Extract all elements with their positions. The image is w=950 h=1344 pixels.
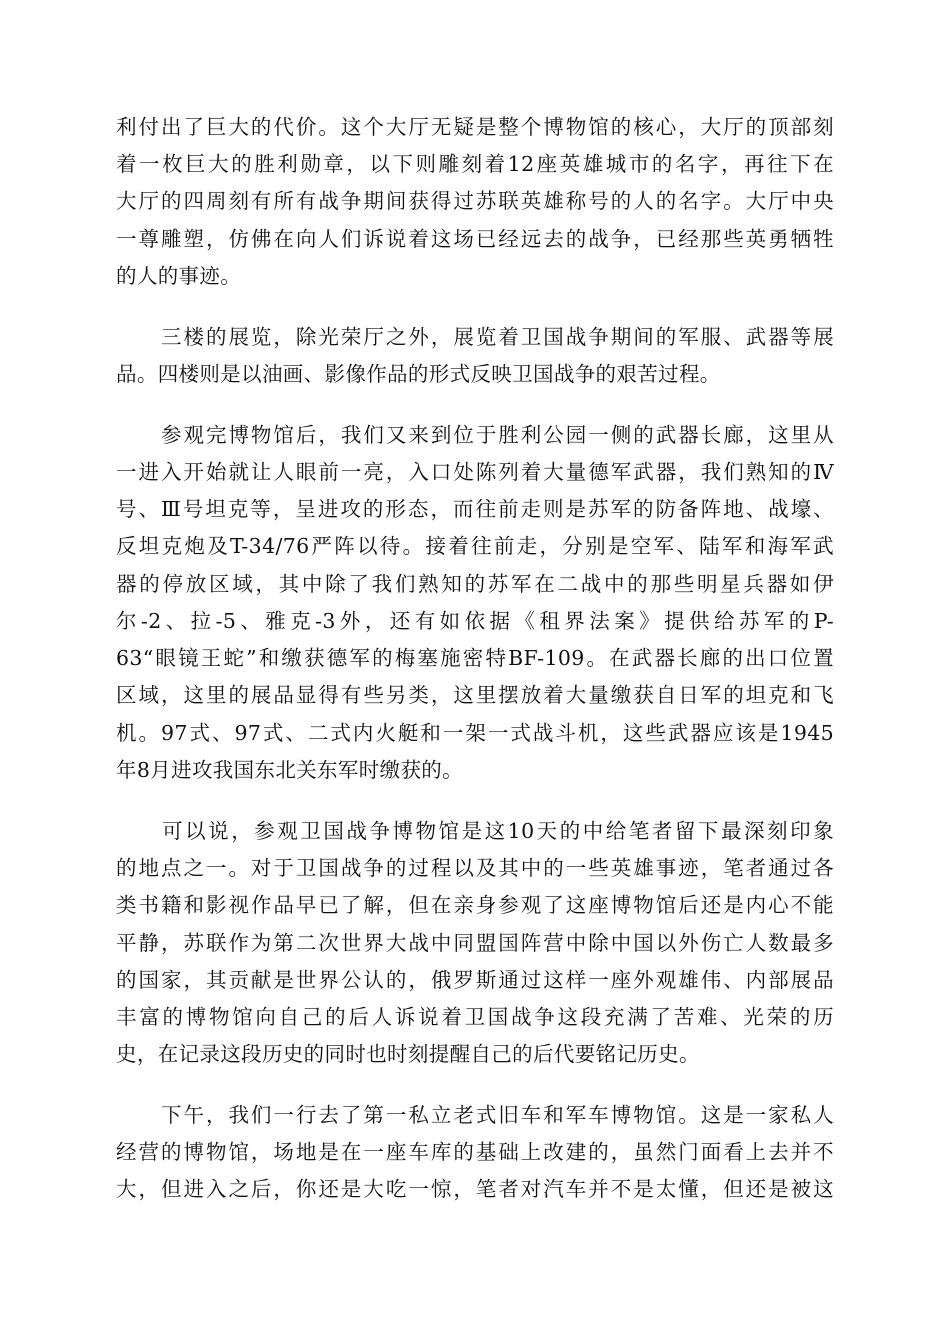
text-line: 品。四楼则是以油画、影像作品的形式反映卫国战争的艰苦过程。 xyxy=(116,362,721,386)
text-line: 三楼的展览，除光荣厅之外，展览着卫国战争期间的军服、武器等展 xyxy=(116,325,834,349)
text-line: 丰富的博物馆向自己的后人诉说着卫国战争这段充满了苦难、光荣的历 xyxy=(116,1005,834,1029)
text-line: 的人的事迹。 xyxy=(116,264,242,288)
text-line: 反坦克炮及T-34/76严阵以待。接着往前走，分别是空军、陆军和海军武 xyxy=(116,534,834,558)
text-line: 大，但进入之后，你还是大吃一惊，笔者对汽车并不是太懂，但还是被这 xyxy=(116,1177,834,1201)
text-line: 的国家，其贡献是世界公认的，俄罗斯通过这样一座外观雄伟、内部展品 xyxy=(116,968,834,992)
text-line: 号、Ⅲ号坦克等，呈进攻的形态，而往前走则是苏军的防备阵地、战壕、 xyxy=(116,497,834,521)
text-line: 的地点之一。对于卫国战争的过程以及其中的一些英雄事迹，笔者通过各 xyxy=(116,856,834,880)
text-line: 史，在记录这段历史的同时也时刻提醒自己的后代要铭记历史。 xyxy=(116,1042,700,1066)
text-line: 尔-2、拉-5、雅克-3外，还有如依据《租界法案》提供给苏军的P- xyxy=(116,609,834,633)
text-line: 可以说，参观卫国战争博物馆是这10天的中给笔者留下最深刻印象 xyxy=(116,819,834,843)
text-line: 器的停放区域，其中除了我们熟知的苏军在二战中的那些明星兵器如伊 xyxy=(116,572,834,596)
text-line: 着一枚巨大的胜利勋章，以下则雕刻着12座英雄城市的名字，再往下在 xyxy=(116,152,834,176)
text-line: 一尊雕塑，仿佛在向人们诉说着这场已经远去的战争，已经那些英勇牺牲 xyxy=(116,227,834,251)
text-line: 利付出了巨大的代价。这个大厅无疑是整个博物馆的核心，大厅的顶部刻 xyxy=(116,115,834,139)
text-line: 平静，苏联作为第二次世界大战中同盟国阵营中除中国以外伤亡人数最多 xyxy=(116,931,834,955)
text-line: 参观完博物馆后，我们又来到位于胜利公园一侧的武器长廊，这里从 xyxy=(116,423,834,447)
text-line: 一进入开始就让人眼前一亮，入口处陈列着大量德军武器，我们熟知的Ⅳ xyxy=(116,460,834,484)
text-line: 大厅的四周刻有所有战争期间获得过苏联英雄称号的人的名字。大厅中央 xyxy=(116,189,834,213)
text-line: 63“眼镜王蛇”和缴获德军的梅塞施密特BF-109。在武器长廊的出口位置 xyxy=(116,646,834,670)
text-line: 下午，我们一行去了第一私立老式旧车和军车博物馆。这是一家私人 xyxy=(116,1103,834,1127)
text-line: 区域，这里的展品显得有些另类，这里摆放着大量缴获自日军的坦克和飞 xyxy=(116,683,834,707)
text-line: 机。97式、97式、二式内火艇和一架一式战斗机，这些武器应该是1945 xyxy=(116,721,834,745)
text-line: 经营的博物馆，场地是在一座车库的基础上改建的，虽然门面看上去并不 xyxy=(116,1140,834,1164)
text-line: 年8月进攻我国东北关东军时缴获的。 xyxy=(116,758,463,782)
text-line: 类书籍和影视作品早已了解，但在亲身参观了这座博物馆后还是内心不能 xyxy=(116,893,834,917)
